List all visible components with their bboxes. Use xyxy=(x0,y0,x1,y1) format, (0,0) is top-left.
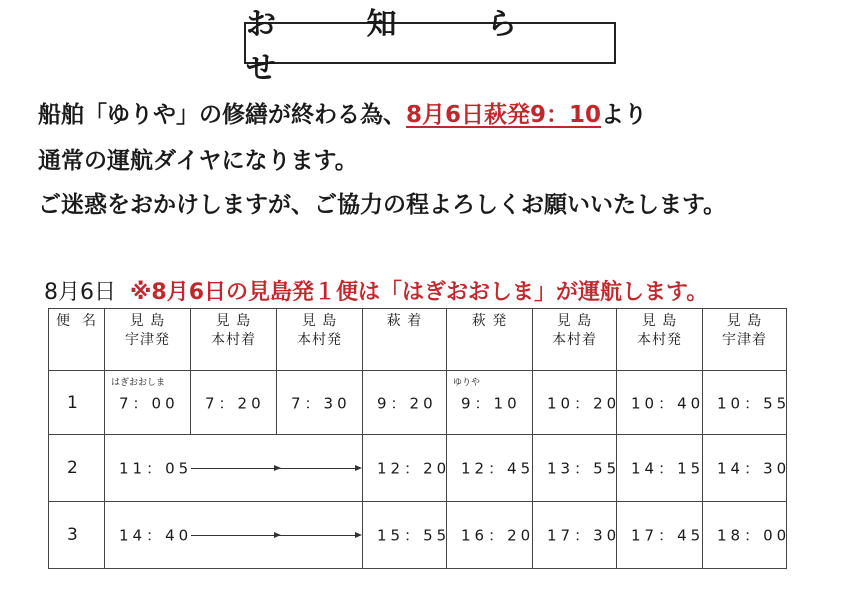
header-mishima-honmura-dep-2: 見 島 本村発 xyxy=(617,309,703,371)
flight-number-cell: 3 xyxy=(49,502,105,569)
time-cell: 10：40 xyxy=(617,371,703,435)
message-line-2: 通常の運航ダイヤになります。 xyxy=(38,148,358,174)
time-cell: 12：45 xyxy=(447,435,533,502)
time-cell: 16：20 xyxy=(447,502,533,569)
message-line-3: ご迷惑をおかけしますが、ご協力の程よろしくお願いいたします。 xyxy=(38,192,727,218)
notice-title-box xyxy=(244,7,616,86)
through-arrow-cell xyxy=(191,435,277,502)
arrow-right-icon xyxy=(277,468,361,469)
time-cell: 14：15 xyxy=(617,435,703,502)
time-cell: 10：55 xyxy=(703,371,787,435)
time-cell: 7：20 xyxy=(191,371,277,435)
header-mishima-honmura-arr: 見 島 本村着 xyxy=(191,309,277,371)
ship-name-label: はぎおおしま xyxy=(111,378,166,388)
header-mishima-honmura-dep: 見 島 本村発 xyxy=(277,309,363,371)
time-cell: 15：55 xyxy=(363,502,447,569)
timetable xyxy=(48,308,791,569)
time-cell: 9：20 xyxy=(363,371,447,435)
header-mishima-utsu-dep: 見 島 宇津発 xyxy=(105,309,191,371)
through-arrow-cell xyxy=(191,502,277,569)
time-cell: 7：30 xyxy=(277,371,363,435)
message-line-1 xyxy=(38,96,647,129)
header-mishima-utsu-arr: 見 島 宇津着 xyxy=(703,309,787,371)
ship-change-note: ※8月6日の見島発１便は「はぎおおしま」が運航します。 xyxy=(130,280,709,305)
through-line-icon xyxy=(191,535,279,536)
resume-date-highlight: 8月6日萩発9：10 xyxy=(406,102,602,128)
time-cell: 11：05 xyxy=(105,435,191,502)
date-note xyxy=(44,275,708,306)
through-arrow-cell xyxy=(277,435,363,502)
flight-number-cell: 1 xyxy=(49,371,105,435)
table-row xyxy=(49,435,787,502)
time-cell: 13：55 xyxy=(533,435,617,502)
through-line-icon xyxy=(191,468,279,469)
header-mishima-honmura-arr-2: 見 島 本村着 xyxy=(533,309,617,371)
time-cell: 14：30 xyxy=(703,435,787,502)
message-line-1-tail: より xyxy=(601,102,648,128)
date-label: 8月6日 xyxy=(44,280,116,305)
time-cell: 18：00 xyxy=(703,502,787,569)
time-cell: 10：20 xyxy=(533,371,617,435)
table-row xyxy=(49,502,787,569)
header-hagi-arr: 萩 着 xyxy=(363,309,447,371)
timetable-header-row xyxy=(49,309,787,371)
time-cell: 12：20 xyxy=(363,435,447,502)
header-hagi-dep: 萩 発 xyxy=(447,309,533,371)
time-cell: 17：30 xyxy=(533,502,617,569)
flight-number-cell: 2 xyxy=(49,435,105,502)
time-cell: 14：40 xyxy=(105,502,191,569)
table-row xyxy=(49,371,787,435)
header-flight: 便 名 xyxy=(49,309,105,371)
time-cell: ゆりや 9：10 xyxy=(447,371,533,435)
arrow-right-icon xyxy=(277,535,361,536)
message-line-1-text: 船舶「ゆりや」の修繕が終わる為、 xyxy=(38,102,406,128)
notice-title: お 知 ら せ xyxy=(246,7,557,86)
ship-name-label: ゆりや xyxy=(453,378,481,388)
through-arrow-cell xyxy=(277,502,363,569)
time-cell: はぎおおしま 7：00 xyxy=(105,371,191,435)
time-cell: 17：45 xyxy=(617,502,703,569)
